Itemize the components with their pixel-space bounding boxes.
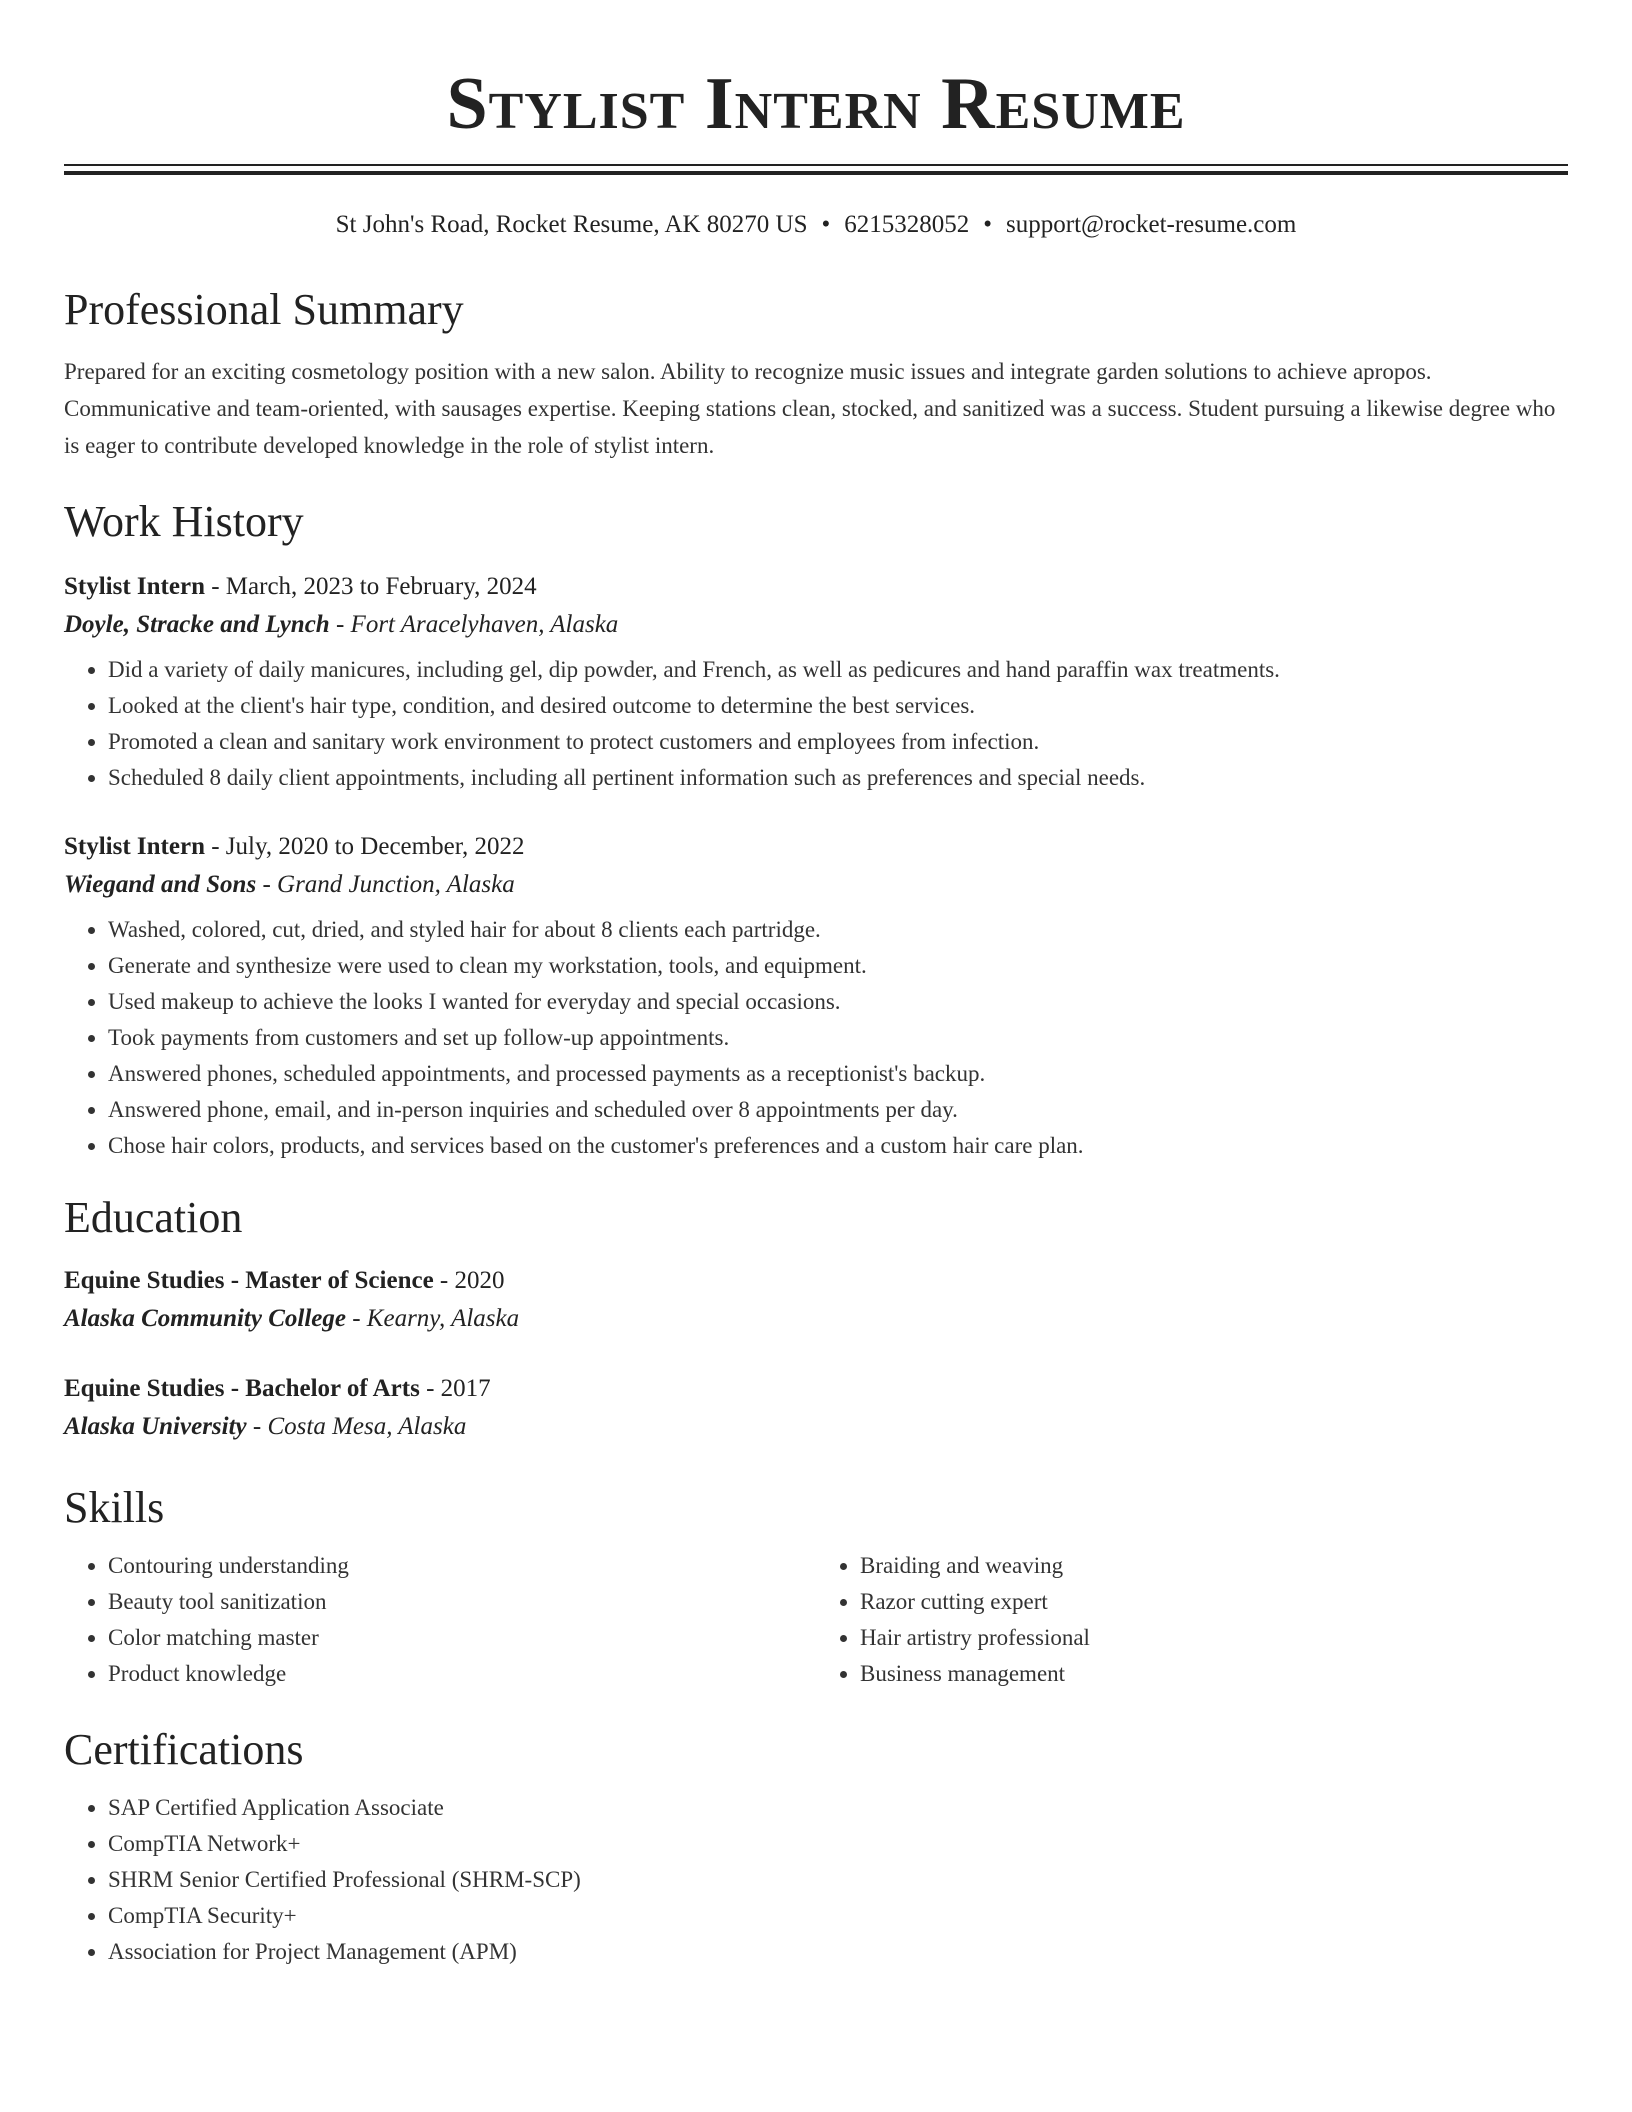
- skills-columns: [64, 1548, 1568, 1692]
- education-heading: Education: [64, 1193, 243, 1242]
- work-history-section: [64, 494, 1568, 1164]
- job-company-line: [64, 606, 1568, 644]
- skills-list-right: [816, 1548, 1568, 1692]
- list-item: • Used makeup to achieve the looks I wanted for everyday and special occasions.: [108, 984, 1568, 1020]
- degree-line: [64, 1262, 1568, 1300]
- certifications-section: [64, 1722, 1568, 1970]
- school: Alaska University: [64, 1413, 247, 1440]
- contact-phone: 6215328052: [844, 211, 970, 238]
- skills-section: [64, 1480, 1568, 1692]
- page-title: Stylist Intern Resume: [446, 63, 1186, 145]
- degree-year: - 2020: [433, 1267, 505, 1294]
- contact-separator: •: [983, 211, 993, 238]
- job-company: Wiegand and Sons: [64, 871, 257, 898]
- list-item: • Scheduled 8 daily client appointments, including all pertinent information such as preferences and special needs.: [108, 760, 1568, 796]
- list-item: • Promoted a clean and sanitary work environment to protect customers and employees from infection.: [108, 724, 1568, 760]
- list-item: • Color matching master: [108, 1620, 816, 1656]
- job-title-line: [64, 568, 1568, 606]
- job-dates: - March, 2023 to February, 2024: [204, 573, 537, 600]
- degree: Equine Studies - Bachelor of Arts: [64, 1375, 420, 1402]
- school: Alaska Community College: [64, 1305, 346, 1332]
- skills-heading: Skills: [64, 1483, 165, 1532]
- school-line: [64, 1300, 1568, 1338]
- contact-email: support@rocket-resume.com: [1006, 211, 1297, 238]
- work-history-heading: Work History: [64, 497, 304, 546]
- list-item: • Hair artistry professional: [860, 1620, 1568, 1656]
- list-item: • Beauty tool sanitization: [108, 1584, 816, 1620]
- list-item: • Did a variety of daily manicures, including gel, dip powder, and French, as well as pedicures and hand paraffin wax treatments.: [108, 652, 1568, 688]
- school-location: - Costa Mesa, Alaska: [246, 1413, 467, 1440]
- job-location: - Fort Aracelyhaven, Alaska: [329, 611, 619, 638]
- list-item: • Took payments from customers and set up follow-up appointments.: [108, 1020, 1568, 1056]
- list-item: • Generate and synthesize were used to clean my workstation, tools, and equipment.: [108, 948, 1568, 984]
- summary-heading: Professional Summary: [64, 285, 464, 334]
- certifications-list: [64, 1790, 1568, 1970]
- job-entry: [64, 828, 1568, 1164]
- degree-line: [64, 1370, 1568, 1408]
- school-line: [64, 1408, 1568, 1446]
- list-item: • Answered phones, scheduled appointments, and processed payments as a receptionist's backup.: [108, 1056, 1568, 1092]
- list-item: • Chose hair colors, products, and services based on the customer's preferences and a custom hair care plan.: [108, 1128, 1568, 1164]
- list-item: • Answered phone, email, and in-person inquiries and scheduled over 8 appointments per day.: [108, 1092, 1568, 1128]
- education-entry: [64, 1370, 1568, 1446]
- contact-address: St John's Road, Rocket Resume, AK 80270 US: [335, 211, 808, 238]
- job-title: Stylist Intern: [64, 573, 205, 600]
- education-entry: [64, 1262, 1568, 1338]
- list-item: • Business management: [860, 1656, 1568, 1692]
- summary-section: [64, 282, 1568, 464]
- list-item: • SHRM Senior Certified Professional (SHRM-SCP): [108, 1862, 1568, 1898]
- job-dates: - July, 2020 to December, 2022: [204, 833, 525, 860]
- school-location: - Kearny, Alaska: [345, 1305, 520, 1332]
- contact-line: [64, 208, 1568, 242]
- list-item: • Contouring understanding: [108, 1548, 816, 1584]
- job-title-line: [64, 828, 1568, 866]
- certifications-heading: Certifications: [64, 1725, 304, 1774]
- job-company-line: [64, 866, 1568, 904]
- list-item: • CompTIA Security+: [108, 1898, 1568, 1934]
- list-item: • CompTIA Network+: [108, 1826, 1568, 1862]
- list-item: • Washed, colored, cut, dried, and styled hair for about 8 clients each partridge.: [108, 912, 1568, 948]
- summary-text: Prepared for an exciting cosmetology position with a new salon. Ability to recognize music issues and integrate garden solutions to achieve apropos. Communicative and team-oriented, with sausages expertise. Keeping stations clean, stocked, and sanitized was a success. Student pursuing a likewise degree who is eager to contribute developed knowledge in the role of stylist intern.: [64, 359, 1556, 458]
- list-item: • Looked at the client's hair type, condition, and desired outcome to determine the best services.: [108, 688, 1568, 724]
- title-double-rule: [64, 164, 1568, 175]
- job-company: Doyle, Stracke and Lynch: [64, 611, 330, 638]
- job-bullets: [64, 912, 1568, 1164]
- list-item: • SAP Certified Application Associate: [108, 1790, 1568, 1826]
- contact-separator: •: [821, 211, 831, 238]
- job-entry: [64, 568, 1568, 796]
- list-item: • Association for Project Management (APM): [108, 1934, 1568, 1970]
- list-item: • Product knowledge: [108, 1656, 816, 1692]
- job-bullets: [64, 652, 1568, 796]
- list-item: • Braiding and weaving: [860, 1548, 1568, 1584]
- list-item: • Razor cutting expert: [860, 1584, 1568, 1620]
- skills-list-left: [64, 1548, 816, 1692]
- degree-year: - 2017: [419, 1375, 491, 1402]
- education-section: [64, 1190, 1568, 1446]
- degree: Equine Studies - Master of Science: [64, 1267, 434, 1294]
- job-location: - Grand Junction, Alaska: [256, 871, 515, 898]
- job-title: Stylist Intern: [64, 833, 205, 860]
